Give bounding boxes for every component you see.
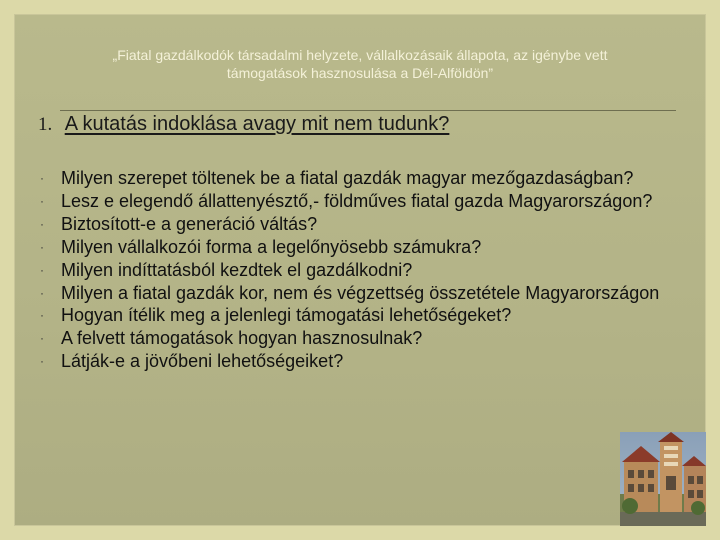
list-item-text: Látják-e a jövőbeni lehetőségeiket? (61, 351, 344, 372)
list-item-text: Milyen szerepet töltenek be a fiatal gazdák magyar mezőgazdaságban? (61, 168, 634, 188)
list-item (36, 259, 666, 281)
list-item-text: Hogyan ítélik meg a jelenlegi támogatási lehetőségeket? (61, 305, 512, 326)
bullet-icon: · (40, 171, 44, 185)
list-item-text: Milyen a fiatal gazdák kor, nem és végzettség összetétele Magyarországon (61, 282, 660, 303)
list-item (36, 190, 666, 212)
subtitle-line-1: „Fiatal gazdálkodók társadalmi helyzete, vállalkozásaik állapota, az igénybe vett (112, 47, 608, 63)
list-item-text: Lesz e elegendő állattenyésztő,- földműves fiatal gazda Magyarországon? (61, 190, 653, 211)
list-item (36, 304, 666, 326)
list-item (36, 236, 666, 258)
list-item (36, 327, 666, 349)
subtitle-line-2: támogatások hasznosulása a Dél-Alföldön” (226, 65, 494, 81)
list-item (36, 350, 666, 372)
bullet-icon: · (40, 285, 44, 300)
heading-number: 1. (38, 114, 53, 135)
list-item-text: Milyen vállalkozói forma a legelőnyösebb számukra? (61, 236, 482, 257)
list-item-text: Milyen indíttatásból kezdtek el gazdálkodni? (61, 259, 413, 280)
question-list (36, 167, 666, 373)
list-item (36, 167, 666, 189)
bullet-icon: · (40, 308, 44, 323)
list-item-text: A felvett támogatások hogyan hasznosulnak? (61, 328, 423, 349)
building-illustration (620, 432, 706, 526)
slide-subtitle (70, 46, 650, 82)
building-photo (620, 432, 706, 526)
list-item (36, 282, 666, 304)
list-item (36, 213, 666, 235)
bullet-icon: · (40, 239, 44, 254)
bullet-icon: · (40, 331, 44, 346)
bullet-icon: · (40, 216, 44, 231)
heading-text: A kutatás indoklása avagy mit nem tudunk? (64, 113, 450, 135)
section-heading (38, 110, 449, 139)
bullet-icon: · (40, 354, 44, 369)
bullet-icon: · (40, 193, 44, 208)
list-item-text: Biztosított-e a generáció váltás? (61, 213, 318, 234)
bullet-icon: · (40, 262, 44, 277)
